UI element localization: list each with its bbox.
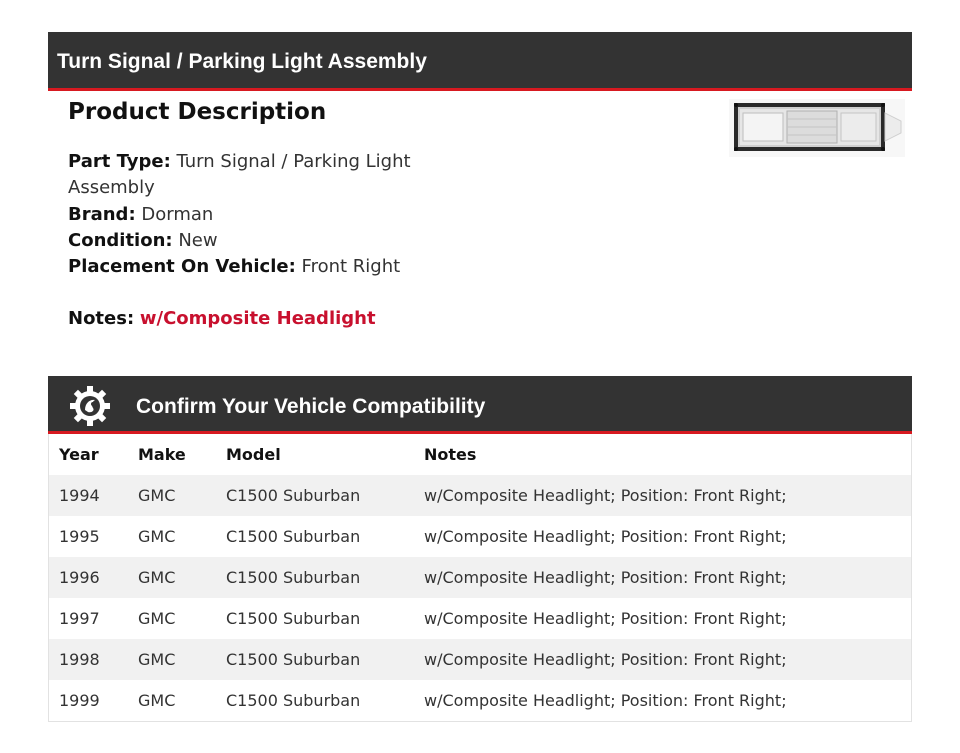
compatibility-table: [48, 434, 912, 722]
table-header-row: [49, 434, 911, 475]
cell-notes: w/Composite Headlight; Position: Front Right;: [424, 609, 787, 628]
brand-label: Brand:: [68, 203, 136, 225]
notes-value: w/Composite Headlight: [139, 308, 376, 330]
compatibility-title-bar: [48, 376, 912, 434]
placement-label: Placement On Vehicle:: [68, 256, 296, 278]
brand-line: [68, 202, 468, 228]
part-type-value: Turn Signal / Parking Light Assembly: [68, 151, 411, 199]
condition-line: [68, 228, 468, 254]
cell-year: 1997: [59, 609, 100, 628]
placement-value: Front Right: [301, 256, 401, 278]
cell-year: 1998: [59, 650, 100, 669]
cell-make: GMC: [138, 650, 176, 669]
cell-year: 1999: [59, 691, 100, 710]
brand-value: Dorman: [141, 203, 214, 225]
cell-model: C1500 Suburban: [226, 650, 361, 669]
cell-notes: w/Composite Headlight; Position: Front Right;: [424, 691, 787, 710]
table-row: [49, 475, 911, 516]
product-description: [68, 96, 468, 332]
cell-year: 1995: [59, 527, 100, 546]
cell-notes: w/Composite Headlight; Position: Front Right;: [424, 568, 787, 587]
header-notes: Notes: [424, 445, 477, 464]
cell-make: GMC: [138, 609, 176, 628]
product-image[interactable]: [729, 99, 905, 157]
cell-model: C1500 Suburban: [226, 691, 361, 710]
notes-line: [68, 306, 468, 332]
condition-label: Condition:: [68, 229, 173, 251]
table-row: [49, 516, 911, 557]
cell-make: GMC: [138, 527, 176, 546]
cell-notes: w/Composite Headlight; Position: Front Right;: [424, 486, 787, 505]
cell-notes: w/Composite Headlight; Position: Front Right;: [424, 527, 787, 546]
notes-label: Notes:: [68, 308, 135, 330]
part-type-line: [68, 149, 468, 202]
cell-make: GMC: [138, 568, 176, 587]
cell-year: 1994: [59, 486, 100, 505]
cell-notes: w/Composite Headlight; Position: Front Right;: [424, 650, 787, 669]
header-make: Make: [138, 445, 186, 464]
product-title: Turn Signal / Parking Light Assembly: [57, 50, 427, 73]
cell-model: C1500 Suburban: [226, 527, 361, 546]
cell-year: 1996: [59, 568, 100, 587]
table-row: [49, 639, 911, 680]
description-details: [68, 149, 468, 280]
cell-model: C1500 Suburban: [226, 486, 361, 505]
compatibility-title: Confirm Your Vehicle Compatibility: [136, 395, 486, 418]
placement-line: [68, 254, 468, 280]
gear-icon: [69, 385, 111, 427]
table-row: [49, 680, 911, 721]
table-row: [49, 557, 911, 598]
condition-value: New: [178, 229, 218, 251]
product-title-bar: [48, 32, 912, 91]
description-heading: Product Description: [68, 99, 327, 125]
cell-model: C1500 Suburban: [226, 568, 361, 587]
cell-make: GMC: [138, 486, 176, 505]
header-year: Year: [59, 445, 99, 464]
cell-make: GMC: [138, 691, 176, 710]
cell-model: C1500 Suburban: [226, 609, 361, 628]
part-type-label: Part Type:: [68, 151, 171, 172]
header-model: Model: [226, 445, 281, 464]
table-row: [49, 598, 911, 639]
